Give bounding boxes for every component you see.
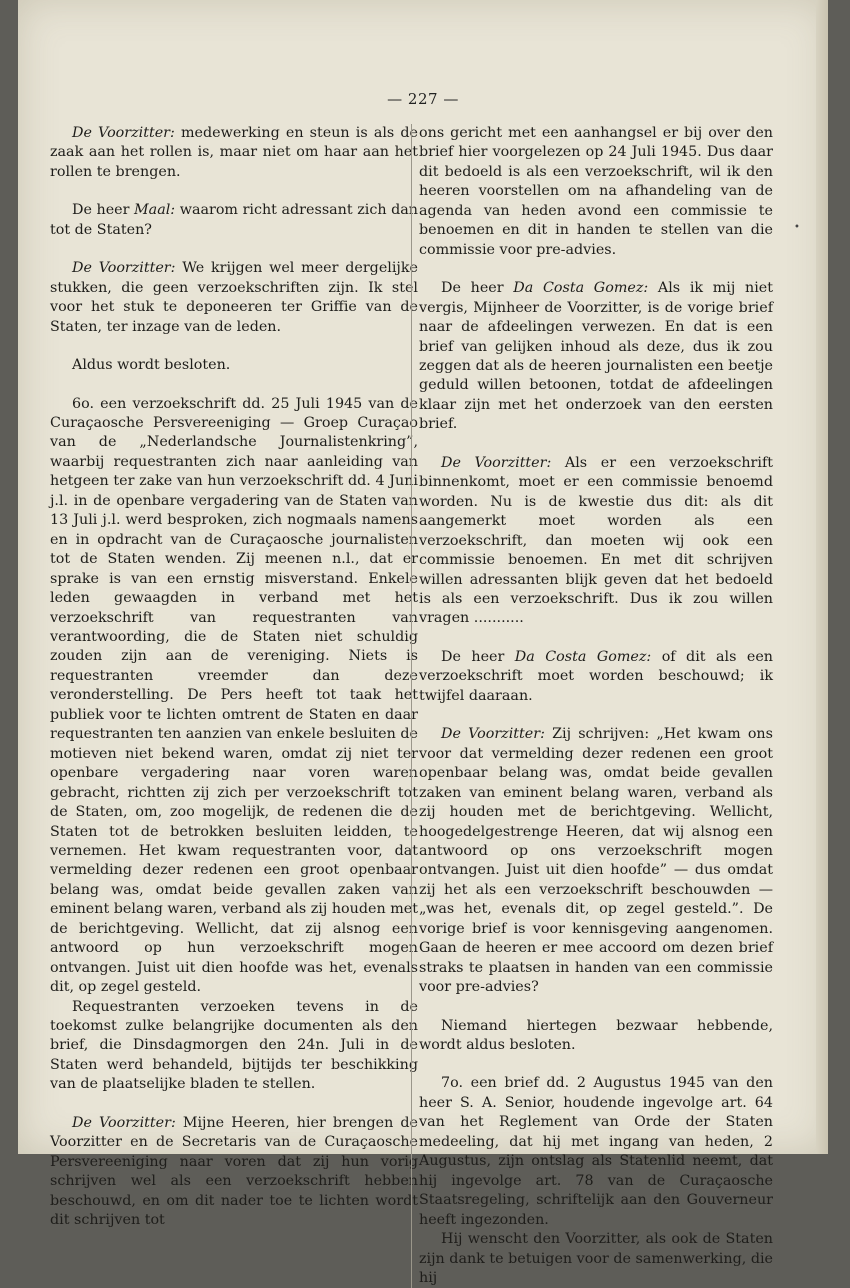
paragraph [50,124,418,182]
paragraph [419,725,773,997]
speaker: De Voorzitter: [72,125,175,141]
paragraph: 7o. een brief dd. 2 Augustus 1945 van den heer S. A. Senior, houdende ingevolge art. 64 van het Reglement van Orde der Staten medeeling, dat hij met ingang van heden, 2 Augustus, zijn ontslag als Statenlid neemt, dat hij ingevolge art. 78 van de Curaçaosche Staatsregeling, schriftelijk aan den Gouverneur heeft ingezonden. [419,1075,773,1228]
margin-mark: • [794,222,800,233]
paragraph: Requestranten verzoeken tevens in de toekomst zulke belangrijke documenten als den brief, die Dinsdagmorgen den 24n. Juli in de Staten werd behandeld, bijtijds ter beschikking van de plaatselijke bladen te stellen. [50,998,418,1093]
speaker: Da Costa Gomez: [514,648,652,665]
paragraph-text: We krijgen wel meer dergelijke stukken, die geen verzoekschriften zijn. Ik stel voor het stuk te deponeeren ter Griffie van de Staten, ter inzage van de leden. [50,260,418,335]
paragraph-text: Mijne Heeren, hier brengen de Voorzitter en de Secretaris van de Curaçaosche Persvereeniging naar voren dat zij hun vorig schrijven wel als een verzoekschrift hebben beschouwd, en om dit nader toe te lichten wordt dit schrijven tot [50,1114,418,1229]
speaker-prefix: De heer [441,648,515,665]
paragraph: Hij wenscht den Voorzitter, als ook de Staten zijn dank te betuigen voor de samenwerking, die hij [419,1231,773,1287]
paragraph: 6o. een verzoekschrift dd. 25 Juli 1945 van de Curaçaosche Persvereeniging — Groep Curaçao van de „Nederlandsche Journalistenkring”, waarbij requestranten zich naar aanleiding van hetgeen ter zake van hun verzoekschrift dd. 4 Juni j.l. in de openbare vergadering van de Staten van 13 Juli j.l. werd besproken, zich nogmaals namens en in opdracht van de Curaçaosche journalisten tot de Staten wenden. Zij meenen n.l., dat er sprake is van een ernstig misverstand. Enkele leden gewaagden in verband met het verzoekschrift van requestranten van verantwoording, die de Staten niet schuldig zouden zijn aan de vereniging. Niets is requestranten vreemder dan deze veronderstelling. De Pers heeft tot taak het publiek voor te lichten omtrent de Staten en daar requestranten ten aanzien van enkele besluiten de motieven niet bekend waren, omdat zij niet ter openbare vergadering naar voren waren gebracht, richtten zij zich per verzoekschrift tot de Staten, om, zoo mogelijk, de redenen die de Staten tot de betrokken besluiten leidden, te vernemen. Het kwam requestranten voor, dat vermelding dezer redenen een groot openbaar belang was, omdat beide gevallen zaken van eminent belang waren, verband als zij houden met de berichtgeving. Wellicht, dat zij alsnog een antwoord op hun verzoekschrift mogen ontvangen. Juist uit dien hoofde was het, evenals dit, op zegel gesteld. [50,395,418,996]
speaker: Da Costa Gomez: [513,280,649,297]
paragraph [50,201,418,240]
speaker: De Voorzitter: [72,260,176,277]
document-page [18,0,828,1287]
paragraph [419,454,773,629]
paragraph-text: Als er een verzoekschrift binnenkomt, moet er een commissie benoemd worden. Nu is de kwestie dus dit: als dit aangemerkt moet worden als een verzoekschrift, dan moeten wij ook een commissie benoemen. En met dit schrijven willen adressanten blijk geven dat het bedoeld is als een verzoekschrift. Dus ik zou willen vragen ........... [419,454,773,627]
right-column [411,124,773,1288]
paragraph-text: waarom richt adressant zich dan tot de Staten? [50,202,418,238]
speaker-prefix: De heer [441,280,514,297]
speaker: De Voorzitter: [441,454,552,471]
speaker: Maal: [134,202,176,219]
left-column [50,124,418,1231]
page-number: — 227 — [387,90,459,108]
paragraph: Aldus wordt besloten. [72,357,231,374]
paragraph [50,1114,418,1231]
speaker-prefix: De heer [72,202,135,219]
paragraph-text: medewerking en steun is als de zaak aan het rollen is, maar niet om haar aan het rollen te brengen. [50,125,419,180]
page-edge [816,0,828,1154]
speaker: De Voorzitter: [72,1114,176,1131]
paragraph: Niemand hiertegen bezwaar hebbende, wordt aldus besloten. [419,1017,773,1054]
paragraph [419,648,773,706]
paragraph: ons gericht met een aanhangsel er bij over den brief hier voorgelezen op 24 Juli 1945. Dus daar dit bedoeld is als een verzoekschrift, wil ik den heeren voorstellen om na afhandeling van de agenda van heden avond een commissie te benoemen en dit in handen te stellen van die commissie voor pre-advies. [419,125,773,258]
paragraph-text: Als ik mij niet vergis, Mijnheer de Voorzitter, is de vorige brief naar de afdeelingen verwezen. En dat is een brief van gelijken inhoud als deze, dus ik zou zeggen dat als de heeren journalisten een beetje geduld willen betoonen, totdat de afdeelingen klaar zijn met het onderzoek van den eersten brief. [419,280,773,433]
paragraph-text: Zij schrijven: „Het kwam ons voor dat vermelding dezer redenen een groot openbaar belang was, omdat beide gevallen zaken van eminent belang waren, verband als zij houden met de berichtgeving. Wellicht, hoogedelgestrenge Heeren, dat wij alsnog een antwoord op ons verzoekschrift mogen ontvangen. Juist uit dien hoofde” — dus omdat zij het als een verzoekschrift beschouwden —„was het, evenals dit, op zegel gesteld.”. De vorige brief is voor kennisgeving aangenomen. Gaan de heeren er mee accoord om dezen brief straks te plaatsen in handen van een commissie voor pre-advies? [419,726,773,996]
speaker: De Voorzitter: [441,726,545,743]
paragraph [419,279,773,435]
paragraph [50,259,418,337]
paragraph-text: of dit als een verzoekschrift moet worden beschouwd; ik twijfel daaraan. [419,648,773,704]
